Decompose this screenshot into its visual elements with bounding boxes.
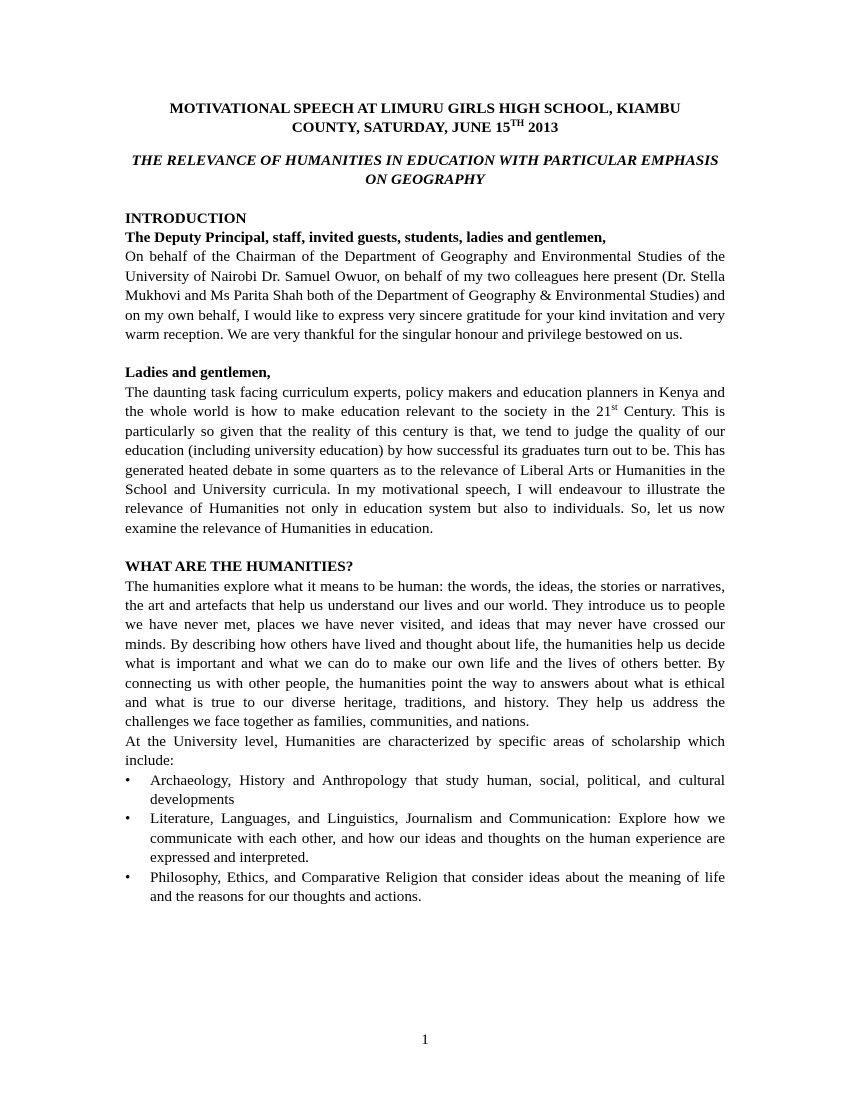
title-line-2: COUNTY, SATURDAY, JUNE 15 [291,119,511,137]
humanities-heading: WHAT ARE THE HUMANITIES? [125,558,354,576]
bullet-marker: • [125,810,131,828]
title-superscript: TH [510,119,525,130]
humanities-paragraph: The humanities explore what it means to be human: the words, the ideas, the stories or narratives, the art and artefacts that help us understand our lives and our world. They introduce us to people we have never met, places we have never visited, and ideas that may never have crossed our minds. By describing how others have lived and thought about life, the humanities help us decide what is important and what we can do to make our own life and the lives of others better. By connecting us with other people, the humanities point the way to answers about what is ethical and what is true to our diverse heritage, traditions, and history. They help us address the challenges we face together as families, communities, and nations. [125,577,725,731]
ladies-paragraph [125,383,725,538]
ladies-paragraph-part-2: Century. This is particularly so given that the reality of this century is that, we tend to judge the quality of our education (including university education) by how successful its graduates turn out to be. This has generated heated debate in some quarters as to the relevance of Liberal Arts or Humanities in the School and University curricula. In my motivational speech, I will endeavour to illustrate the relevance of Humanities not only in education system but also to individuals. So, let us now examine the relevance of Humanities in education. [125,403,725,537]
list-item-text: Archaeology, History and Anthropology that study human, social, political, and cultural developments [150,771,725,808]
university-intro-paragraph: At the University level, Humanities are characterized by specific areas of scholarship which include: [125,732,725,770]
list-item [125,771,725,810]
list-item [125,868,725,907]
bullet-marker: • [125,868,131,886]
title-line-1: MOTIVATIONAL SPEECH AT LIMURU GIRLS HIGH SCHOOL, KIAMBU [169,100,681,117]
list-item-text: Philosophy, Ethics, and Comparative Religion that consider ideas about the meaning of life and the reasons for our thoughts and actions. [150,868,725,906]
document-title [125,99,725,138]
document-page [125,99,725,906]
century-superscript: st [611,403,618,414]
scholarship-list [125,771,725,907]
title-line-2-end: 2013 [524,119,559,137]
ladies-paragraph-part-1: The daunting task facing curriculum experts, policy makers and education planners in Kenya and the whole world is how to make education relevant to the society in the 21 [125,383,725,421]
document-subtitle: THE RELEVANCE OF HUMANITIES IN EDUCATION WITH PARTICULAR EMPHASIS ON GEOGRAPHY [131,151,719,189]
introduction-heading: INTRODUCTION [125,209,247,227]
ladies-heading: Ladies and gentlemen, [125,364,271,382]
salutation: The Deputy Principal, staff, invited guests, students, ladies and gentlemen, [125,229,606,247]
bullet-marker: • [125,771,131,789]
introduction-paragraph: On behalf of the Chairman of the Department of Geography and Environmental Studies of the University of Nairobi Dr. Samuel Owuor, on behalf of my two colleagues here present (Dr. Stella Mukhovi and Ms Parita Shah both of the Department of Geography & Environmental Studies) and on my own behalf, I would like to express very sincere gratitude for your kind invitation and very warm reception. We are very thankful for the singular honour and privilege bestowed on us. [125,248,725,344]
page-number: 1 [421,1031,429,1048]
list-item [125,809,725,867]
list-item-text: Literature, Languages, and Linguistics, Journalism and Communication: Explore how we communicate with each other, and how our ideas and thoughts on the human experience are expressed and interpreted. [150,810,725,867]
